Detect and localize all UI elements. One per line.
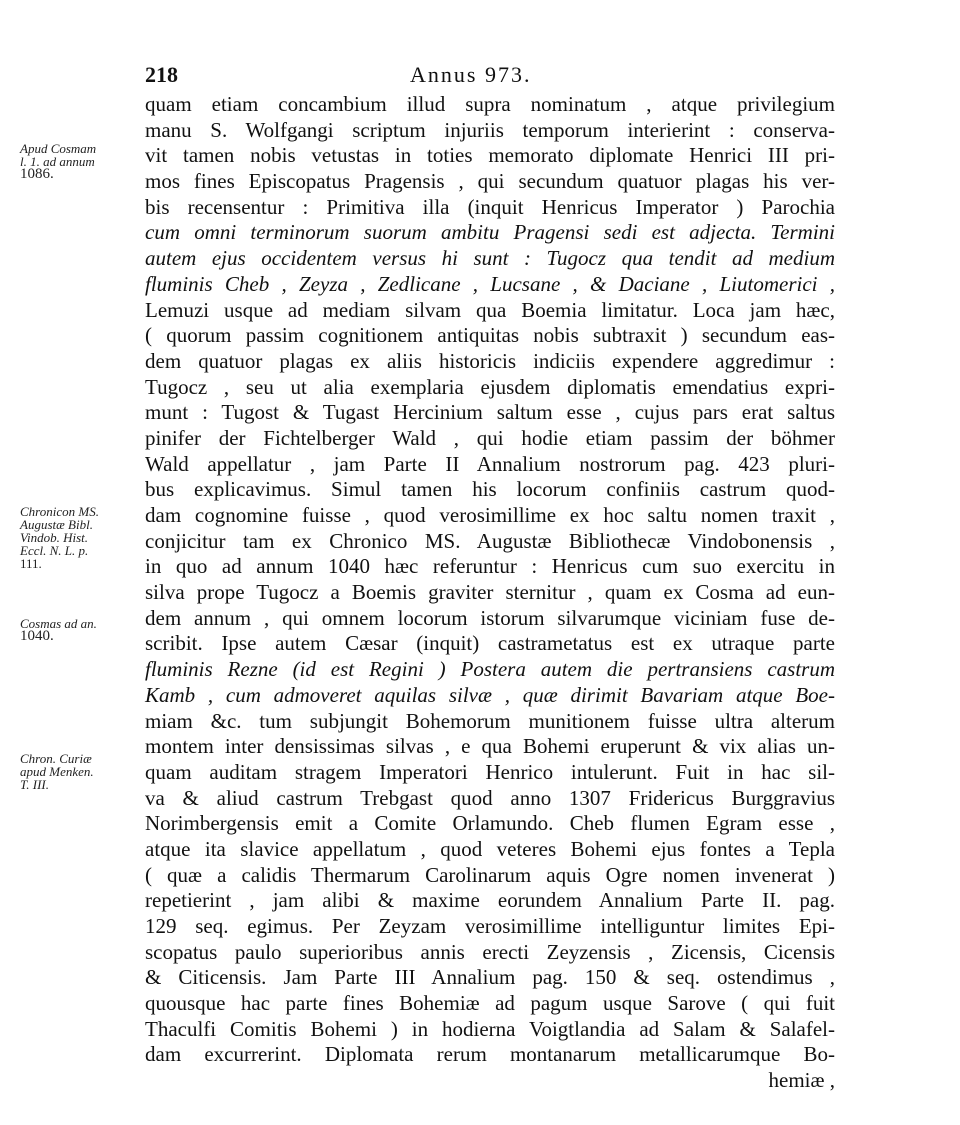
text-line: autem ejus occidentem versus hi sunt : Tugocz qua tendit ad medium: [145, 246, 835, 271]
text-line: repetierint , jam alibi & maxime eorundem Annalium Parte II. pag.: [145, 888, 835, 913]
margin-note-line: l. 1. ad annum: [20, 154, 95, 169]
margin-note-line: 1086.: [20, 166, 54, 182]
text-line: bis recensentur : Primitiva illa (inquit Henricus Imperator ) Parochia: [145, 194, 835, 219]
text-line: atque ita slavice appellatum , quod veteres Bohemi ejus fontes a Tepla: [145, 836, 835, 861]
text-line: montem inter densissimas silvas , e qua Bohemi eruperunt & vix alias un-: [145, 734, 835, 759]
text-line: vit tamen nobis vetustas in toties memorato diplomate Henrici III pri-: [145, 143, 835, 168]
text-line: dem annum , qui omnem locorum istorum silvarumque viciniam fuse de-: [145, 605, 835, 630]
text-line: va & aliud castrum Trebgast quod anno 1307 Fridericus Burggravius: [145, 785, 835, 810]
text-line: fluminis Cheb , Zeyza , Zedlicane , Lucsane , & Daciane , Liutomerici ,: [145, 271, 835, 296]
text-line: dam excurrerint. Diplomata rerum montanarum metallicarumque Bo-: [145, 1042, 835, 1067]
margin-note-line: Chron. Curiæ: [20, 751, 92, 766]
margin-note-line: Eccl. N. L. p.: [20, 543, 89, 558]
text-line: scopatus paulo superioribus annis erecti Zeyzensis , Zicensis, Cicensis: [145, 939, 835, 964]
margin-note: [20, 505, 145, 570]
text-line: mos fines Episcopatus Pragensis , qui secundum quatuor plagas his ver-: [145, 169, 835, 194]
text-line: bus explicavimus. Simul tamen his locorum confiniis castrum quod-: [145, 477, 835, 502]
text-line: cum omni terminorum suorum ambitu Pragensi sedi est adjecta. Termini: [145, 220, 835, 245]
page-number: 218: [145, 62, 178, 87]
text-line: ( quæ a calidis Thermarum Carolinarum aquis Ogre nomen invenerat ): [145, 862, 835, 887]
margin-note-line: Vindob. Hist.: [20, 530, 89, 545]
text-line: fluminis Rezne (id est Regini ) Postera autem die pertransiens castrum: [145, 657, 835, 682]
text-line: Norimbergensis emit a Comite Orlamundo. Cheb flumen Egram esse ,: [145, 811, 835, 836]
running-title: Annus 973.: [410, 62, 532, 87]
text-line: 129 seq. egimus. Per Zeyzam verosimillime intelliguntur limites Epi-: [145, 914, 835, 938]
text-line: manu S. Wolfgangi scriptum injuriis temporum interierint : conserva-: [145, 117, 835, 142]
text-line: ( quorum passim cognitionem antiquitas nobis subtraxit ) secundum eas-: [145, 323, 835, 348]
text-line: silva prope Tugocz a Boemis graviter sternitur , quam ex Cosma ad eun-: [145, 580, 835, 605]
catchword-line: hemiæ ,: [768, 1068, 835, 1093]
text-line: Wald appellatur , jam Parte II Annalium nostrorum pag. 423 pluri-: [145, 451, 835, 476]
margin-note: [20, 752, 145, 791]
margin-note-line: apud Menken.: [20, 764, 94, 779]
text-line: quam etiam concambium illud supra nominatum , atque privilegium: [145, 92, 835, 116]
text-line: Tugocz , seu ut alia exemplaria ejusdem diplomatis emendatius expri-: [145, 374, 835, 399]
margin-note-line: Augustæ Bibl.: [20, 517, 93, 532]
text-line: in quo ad annum 1040 hæc referuntur : Henricus cum suo exercitu in: [145, 554, 835, 579]
margin-note-line: Chronicon MS.: [20, 504, 99, 519]
margin-note-line: 111.: [20, 556, 42, 571]
text-line: Thaculfi Comitis Bohemi ) in hodierna Voigtlandia ad Salam & Salafel-: [145, 1016, 835, 1041]
text-line: conjicitur tam ex Chronico MS. Augustæ Bibliothecæ Vindobonensis ,: [145, 528, 835, 553]
text-line: quam auditam stragem Imperatori Henrico intulerunt. Fuit in hac sil-: [145, 759, 835, 784]
margin-note: [20, 142, 145, 181]
text-line: dam cognomine fuisse , quod verosimillime ex hoc saltu nomen traxit ,: [145, 503, 835, 527]
text-line: Lemuzi usque ad mediam silvam qua Boemia limitatur. Loca jam hæc,: [145, 297, 835, 322]
page-header: [145, 62, 845, 92]
text-line: quousque hac parte fines Bohemiæ ad pagum usque Sarove ( qui fuit: [145, 991, 835, 1016]
text-line: pinifer der Fichtelberger Wald , qui hodie etiam passim der böhmer: [145, 425, 835, 450]
text-line: dem quatuor plagas ex aliis historicis indiciis expendere aggredimur :: [145, 348, 835, 373]
text-line: miam &c. tum subjungit Bohemorum munitionem fuisse ultra alterum: [145, 708, 835, 733]
text-line: Kamb , cum admoveret aquilas silvæ , quæ dirimit Bavariam atque Boe-: [145, 682, 835, 707]
main-text-block: [145, 92, 835, 1094]
margin-note-line: Apud Cosmam: [20, 141, 97, 156]
text-line: munt : Tugost & Tugast Hercinium saltum esse , cujus pars erat saltus: [145, 400, 835, 425]
margin-note: [20, 617, 145, 643]
text-line: scribit. Ipse autem Cæsar (inquit) castrametatus est ex utraque parte: [145, 631, 835, 656]
margin-note-line: Cosmas ad an.: [20, 616, 97, 631]
text-line: & Citicensis. Jam Parte III Annalium pag. 150 & seq. ostendimus ,: [145, 965, 835, 990]
margin-note-line: 1040.: [20, 628, 54, 644]
margin-note-line: T. III.: [20, 777, 50, 792]
